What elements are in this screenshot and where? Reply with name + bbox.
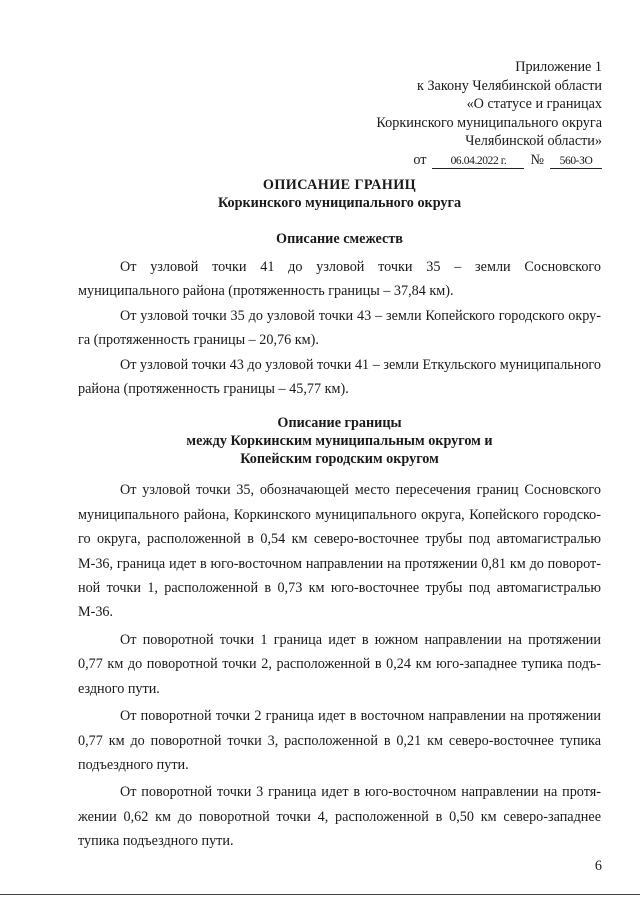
document-body xyxy=(78,176,601,854)
section-heading-boundary xyxy=(78,414,601,468)
number-label: № xyxy=(530,151,544,168)
appendix-line-1: Приложение 1 xyxy=(515,59,602,75)
boundary-section xyxy=(78,478,601,853)
law-date-number-line xyxy=(376,151,602,170)
from-label: от xyxy=(413,151,427,168)
page-number: 6 xyxy=(594,858,602,874)
paragraph: От узловой точки 35, обозначающей место пересечения границ Сосновского муниципального района, Коркинского муниципального округа, Копейского городского округа, расположенной в 0,54 км северо-восточнее трубы под автомагистралью М-36, граница идет в юго-восточном направлении на протяжении 0,81 км до поворотной точки 1, расположенной в 0,73 км юго-восточнее трубы под автомагистралью М-36. xyxy=(78,482,601,621)
paragraph: От узловой точки 41 до узловой точки 35 – земли Сосновского муниципального района (протяженность границы – 37,84 км). xyxy=(78,259,601,300)
paragraph: От поворотной точки 1 граница идет в южном направлении на протяжении 0,77 км до поворотной точки 2, расположенной в 0,24 км юго-западнее тупика подъездного пути. xyxy=(78,631,601,697)
adjacency-section xyxy=(78,255,601,401)
paragraph: От узловой точки 43 до узловой точки 41 – земли Еткульского муниципального района (протяженность границы – 45,77 км). xyxy=(78,356,601,398)
heading-line: Копейским городским округом xyxy=(240,451,439,468)
appendix-line-3: «О статусе и границах xyxy=(466,96,602,113)
heading-line: Описание границы xyxy=(277,415,402,432)
section-heading-adjacency: Описание смежеств xyxy=(276,231,403,247)
scan-edge-line xyxy=(0,894,640,895)
document-title: ОПИСАНИЕ ГРАНИЦ xyxy=(262,177,417,193)
appendix-block xyxy=(376,58,602,170)
appendix-line-2: к Закону Челябинской области xyxy=(417,77,602,94)
appendix-line-4: Коркинского муниципального округа xyxy=(376,114,602,131)
paragraph: От поворотной точки 2 граница идет в восточном направлении на протяжении 0,77 км до поворотной точки 3, расположенной в 0,21 км северо-восточнее тупика подъездного пути. xyxy=(78,708,601,773)
law-date: 06.04.2022 г. xyxy=(432,154,524,169)
paragraph: От узловой точки 35 до узловой точки 43 – земли Копейского городского округа (протяженность границы – 20,76 км). xyxy=(78,307,601,349)
appendix-line-5: Челябинской области» xyxy=(465,133,602,150)
law-number: 560-ЗО xyxy=(550,154,602,169)
heading-line: между Коркинским муниципальным округом и xyxy=(186,433,493,450)
document-subtitle: Коркинского муниципального округа xyxy=(217,195,462,211)
paragraph: От поворотной точки 3 граница идет в юго-восточном направлении на протяжении 0,62 км до поворотной точки 4, расположенной в 0,50 км северо-западнее тупика подъездного пути. xyxy=(78,784,601,850)
